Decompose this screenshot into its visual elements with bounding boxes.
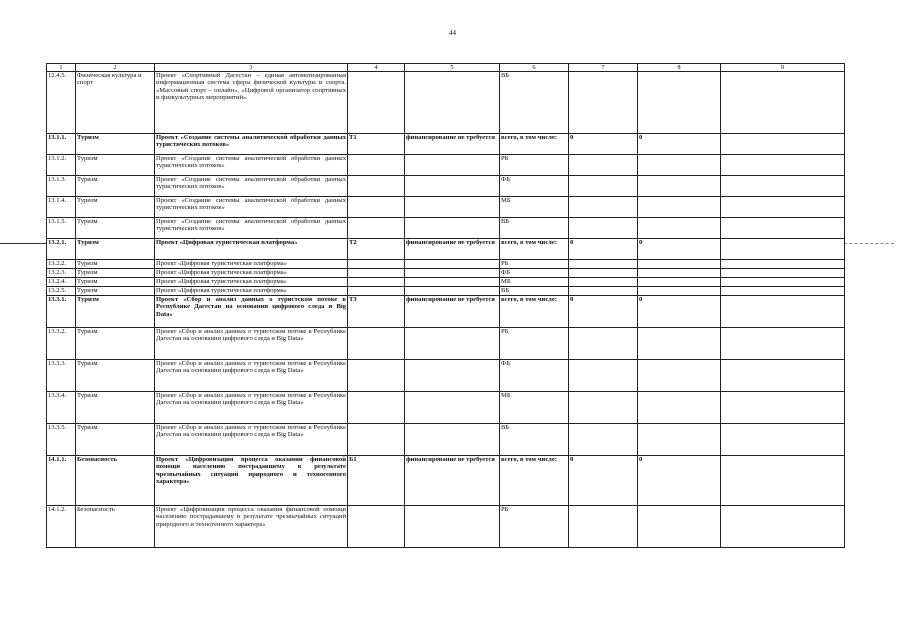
- value-cell-7: 0: [569, 239, 638, 260]
- financing-cell: [405, 218, 500, 239]
- code-cell: [348, 72, 405, 134]
- table-row: [47, 176, 845, 197]
- code-cell: Т2: [348, 239, 405, 260]
- financing-cell: финансирование не требуется: [405, 456, 500, 506]
- empty-cell-9: [721, 506, 845, 548]
- area-cell: Туризм: [76, 197, 155, 218]
- financing-cell: финансирование не требуется: [405, 296, 500, 328]
- financing-cell: [405, 506, 500, 548]
- table-row: [47, 260, 845, 269]
- empty-cell-9: [721, 392, 845, 424]
- column-header: 8: [638, 64, 721, 72]
- empty-cell-9: [721, 155, 845, 176]
- row-number-cell: 14.1.1.: [47, 456, 76, 506]
- value-cell-7: [569, 287, 638, 296]
- financing-cell: [405, 197, 500, 218]
- table-row: [47, 424, 845, 456]
- financing-cell: финансирование не требуется: [405, 239, 500, 260]
- funding-source-cell: всего, в том числе:: [500, 134, 569, 155]
- table-row: [47, 155, 845, 176]
- value-cell-7: [569, 392, 638, 424]
- empty-cell-9: [721, 456, 845, 506]
- value-cell-8: [638, 424, 721, 456]
- scan-line-left: [0, 243, 46, 244]
- code-cell: Б1: [348, 456, 405, 506]
- project-cell: Проект «Создание системы аналитической обработки данных туристических потоков»: [155, 218, 348, 239]
- row-number-cell: 13.3.1.: [47, 296, 76, 328]
- project-cell: Проект «Создание системы аналитической обработки данных туристических потоков»: [155, 134, 348, 155]
- area-cell: Туризм: [76, 424, 155, 456]
- table-row: [47, 360, 845, 392]
- value-cell-8: 0: [638, 296, 721, 328]
- funding-source-cell: РБ: [500, 260, 569, 269]
- financing-cell: [405, 176, 500, 197]
- table-row: [47, 197, 845, 218]
- row-number-cell: 13.1.2.: [47, 155, 76, 176]
- empty-cell-9: [721, 72, 845, 134]
- value-cell-7: [569, 218, 638, 239]
- financing-cell: [405, 392, 500, 424]
- funding-source-cell: ВБ: [500, 287, 569, 296]
- code-cell: Т3: [348, 296, 405, 328]
- value-cell-8: 0: [638, 239, 721, 260]
- project-cell: Проект «Создание системы аналитической обработки данных туристических потоков»: [155, 155, 348, 176]
- row-number-cell: 13.2.1.: [47, 239, 76, 260]
- table-row: [47, 72, 845, 134]
- table-row: [47, 269, 845, 278]
- value-cell-8: [638, 72, 721, 134]
- funding-source-cell: ФБ: [500, 360, 569, 392]
- project-cell: Проект «Цифровизация процесса оказания финансовой помощи населению пострадавшему в результате чрезвычайных ситуаций природного и техногенного характера»: [155, 506, 348, 548]
- funding-source-cell: РБ: [500, 506, 569, 548]
- value-cell-7: [569, 360, 638, 392]
- financing-cell: [405, 424, 500, 456]
- empty-cell-9: [721, 296, 845, 328]
- code-cell: [348, 218, 405, 239]
- table-row: [47, 218, 845, 239]
- funding-source-cell: ВБ: [500, 72, 569, 134]
- financing-cell: [405, 278, 500, 287]
- code-cell: Т1: [348, 134, 405, 155]
- area-cell: Туризм: [76, 392, 155, 424]
- value-cell-8: [638, 269, 721, 278]
- row-number-cell: 13.2.2.: [47, 260, 76, 269]
- area-cell: Безопасность: [76, 506, 155, 548]
- row-number-cell: 13.3.5.: [47, 424, 76, 456]
- area-cell: Туризм: [76, 239, 155, 260]
- column-header: 6: [500, 64, 569, 72]
- value-cell-7: [569, 424, 638, 456]
- financing-cell: финансирование не требуется: [405, 134, 500, 155]
- empty-cell-9: [721, 269, 845, 278]
- empty-cell-9: [721, 239, 845, 260]
- project-cell: Проект «Цифровая туристическая платформа»: [155, 239, 348, 260]
- column-header: 9: [721, 64, 845, 72]
- empty-cell-9: [721, 278, 845, 287]
- funding-source-cell: ФБ: [500, 269, 569, 278]
- area-cell: Туризм: [76, 155, 155, 176]
- table-row: [47, 392, 845, 424]
- value-cell-8: [638, 155, 721, 176]
- funding-source-cell: РБ: [500, 155, 569, 176]
- scan-line-right: [844, 243, 894, 244]
- code-cell: [348, 506, 405, 548]
- funding-source-cell: МБ: [500, 197, 569, 218]
- code-cell: [348, 392, 405, 424]
- funding-source-cell: РБ: [500, 328, 569, 360]
- column-header: 5: [405, 64, 500, 72]
- value-cell-7: [569, 176, 638, 197]
- funding-source-cell: всего, в том числе:: [500, 456, 569, 506]
- row-number-cell: 13.3.3.: [47, 360, 76, 392]
- row-number-cell: 13.2.5.: [47, 287, 76, 296]
- empty-cell-9: [721, 360, 845, 392]
- table-row: [47, 328, 845, 360]
- area-cell: Туризм: [76, 360, 155, 392]
- empty-cell-9: [721, 328, 845, 360]
- value-cell-8: [638, 176, 721, 197]
- row-number-cell: 13.3.2.: [47, 328, 76, 360]
- funding-source-cell: ВБ: [500, 424, 569, 456]
- area-cell: Физическая культура и спорт: [76, 72, 155, 134]
- table-row: [47, 287, 845, 296]
- code-cell: [348, 278, 405, 287]
- code-cell: [348, 424, 405, 456]
- row-number-cell: 13.3.4.: [47, 392, 76, 424]
- funding-source-cell: всего, в том числе:: [500, 296, 569, 328]
- table-row: [47, 239, 845, 260]
- code-cell: [348, 328, 405, 360]
- column-header: 7: [569, 64, 638, 72]
- funding-source-cell: ФБ: [500, 176, 569, 197]
- value-cell-7: [569, 328, 638, 360]
- project-cell: Проект «Создание системы аналитической обработки данных туристических потоков»: [155, 176, 348, 197]
- code-cell: [348, 176, 405, 197]
- value-cell-8: [638, 287, 721, 296]
- financing-cell: [405, 360, 500, 392]
- project-cell: Проект «Спортивный Дагестан – единая автоматизированная информационная система сферы физической культуры и спорта. «Массовый спорт – онлайн», «Цифровой организатор спортивных и физкультурных мероприятий»: [155, 72, 348, 134]
- table-row: [47, 278, 845, 287]
- financing-cell: [405, 260, 500, 269]
- area-cell: Туризм: [76, 176, 155, 197]
- empty-cell-9: [721, 287, 845, 296]
- value-cell-8: [638, 260, 721, 269]
- row-number-cell: 13.1.5.: [47, 218, 76, 239]
- area-cell: Туризм: [76, 218, 155, 239]
- value-cell-7: [569, 197, 638, 218]
- area-cell: Туризм: [76, 296, 155, 328]
- column-header: 2: [76, 64, 155, 72]
- value-cell-7: [569, 269, 638, 278]
- column-header: 3: [155, 64, 348, 72]
- value-cell-7: 0: [569, 456, 638, 506]
- funding-source-cell: ВБ: [500, 218, 569, 239]
- value-cell-8: [638, 360, 721, 392]
- project-cell: Проект «Цифровая туристическая платформа»: [155, 287, 348, 296]
- code-cell: [348, 360, 405, 392]
- value-cell-8: [638, 278, 721, 287]
- area-cell: Туризм: [76, 328, 155, 360]
- empty-cell-9: [721, 134, 845, 155]
- code-cell: [348, 287, 405, 296]
- value-cell-8: 0: [638, 456, 721, 506]
- row-number-cell: 13.1.3.: [47, 176, 76, 197]
- financing-cell: [405, 287, 500, 296]
- table-row: [47, 506, 845, 548]
- page-number: 44: [449, 29, 456, 37]
- budget-table: [46, 63, 845, 548]
- value-cell-8: [638, 392, 721, 424]
- column-number-row: [47, 64, 845, 72]
- row-number-cell: 13.2.4.: [47, 278, 76, 287]
- project-cell: Проект «Сбор и анализ данных о туристском потоке в Республике Дагестан на основании цифрового следа и Big Data»: [155, 296, 348, 328]
- financing-cell: [405, 155, 500, 176]
- code-cell: [348, 197, 405, 218]
- empty-cell-9: [721, 260, 845, 269]
- financing-cell: [405, 328, 500, 360]
- project-cell: Проект «Сбор и анализ данных о туристском потоке в Республике Дагестан на основании цифрового следа и Big Data»: [155, 328, 348, 360]
- funding-source-cell: всего, в том числе:: [500, 239, 569, 260]
- row-number-cell: 14.1.2.: [47, 506, 76, 548]
- project-cell: Проект «Цифровая туристическая платформа»: [155, 278, 348, 287]
- empty-cell-9: [721, 424, 845, 456]
- column-header: 4: [348, 64, 405, 72]
- row-number-cell: 12.4.5.: [47, 72, 76, 134]
- project-cell: Проект «Цифровизация процесса оказании финансовой помощи населению пострадавшему в результате чрезвычайных ситуаций природного и техногенного характера»: [155, 456, 348, 506]
- value-cell-7: [569, 72, 638, 134]
- value-cell-7: [569, 278, 638, 287]
- project-cell: Проект «Сбор и анализ данных о туристском потоке в Республике Дагестан на основании цифрового следа и Big Data»: [155, 360, 348, 392]
- funding-source-cell: МБ: [500, 392, 569, 424]
- value-cell-8: [638, 328, 721, 360]
- code-cell: [348, 260, 405, 269]
- empty-cell-9: [721, 176, 845, 197]
- value-cell-8: [638, 506, 721, 548]
- project-cell: Проект «Создание системы аналитической обработки данных туристических потоков»: [155, 197, 348, 218]
- value-cell-7: [569, 260, 638, 269]
- area-cell: Туризм: [76, 278, 155, 287]
- area-cell: Туризм: [76, 269, 155, 278]
- project-cell: Проект «Сбор и анализ данных о туристском потоке в Республике Дагестан на основании цифрового следа и Big Data»: [155, 392, 348, 424]
- funding-source-cell: МБ: [500, 278, 569, 287]
- value-cell-8: 0: [638, 134, 721, 155]
- value-cell-7: [569, 506, 638, 548]
- area-cell: Туризм: [76, 260, 155, 269]
- code-cell: [348, 155, 405, 176]
- project-cell: Проект «Цифровая туристическая платформа»: [155, 269, 348, 278]
- value-cell-7: 0: [569, 134, 638, 155]
- value-cell-8: [638, 218, 721, 239]
- project-cell: Проект «Сбор и анализ данных о туристском потоке в Республике Дагестан на основании цифрового следа и Big Data»: [155, 424, 348, 456]
- area-cell: Туризм: [76, 134, 155, 155]
- value-cell-7: [569, 155, 638, 176]
- row-number-cell: 13.1.4.: [47, 197, 76, 218]
- financing-cell: [405, 269, 500, 278]
- table-row: [47, 134, 845, 155]
- table-row: [47, 296, 845, 328]
- empty-cell-9: [721, 197, 845, 218]
- value-cell-7: 0: [569, 296, 638, 328]
- empty-cell-9: [721, 218, 845, 239]
- area-cell: Безопасность: [76, 456, 155, 506]
- column-header: 1: [47, 64, 76, 72]
- financing-cell: [405, 72, 500, 134]
- area-cell: Туризм: [76, 287, 155, 296]
- row-number-cell: 13.2.3.: [47, 269, 76, 278]
- table-row: [47, 456, 845, 506]
- row-number-cell: 13.1.1.: [47, 134, 76, 155]
- table-body: [47, 72, 845, 548]
- code-cell: [348, 269, 405, 278]
- value-cell-8: [638, 197, 721, 218]
- project-cell: Проект «Цифровая туристическая платформа»: [155, 260, 348, 269]
